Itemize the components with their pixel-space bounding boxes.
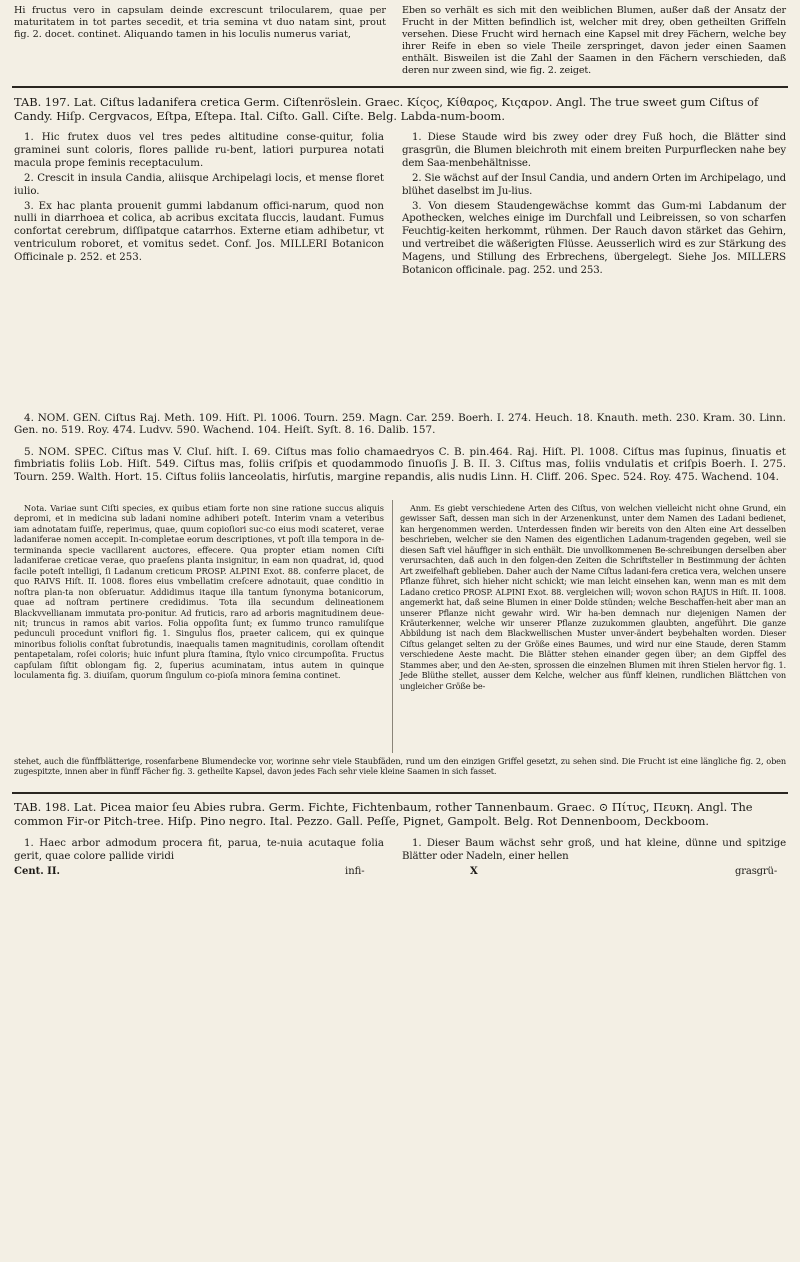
tab197-nomen-genericum: 4. NOM. GEN. Ciſtus Raj. Meth. 109. Hiſt. Pl. 1006. Tourn. 259. Magn. Car. 259. Boerh. I. 274. Heuch. 18. Knauth. meth. 230. Kram. 30. Linn. Gen. no. 519. Roy. 474. Ludvv. 590. Wachend. 104. Heiſt. Syſt. 8. 16. Dalib. 157. [14,412,786,437]
top-german-text: Eben so verhält es sich mit den weiblichen Blumen, außer daß der Ansatz der Frucht in der Mitten befindlich ist, welcher mit drey, oben getheilten Griffeln versehen. Diese Frucht wird hernach eine Kapsel mit drey Fächern, welche bey ihrer Reife in eben so viele Theile zerspringet, davon jeder einen Saamen enthält. Bisweilen ist die Zahl der Saamen in den Fächern verschieden, daß deren nur zween sind, wie fig. 2. zeiget. [402,5,786,77]
tab197-latin-column [14,132,384,267]
footer-century: Cent. II. [14,866,61,877]
tab197-nomen-specificum: 5. NOM. SPEC. Ciſtus mas V. Cluſ. hiſt. I. 69. Ciſtus mas folio chamaedryos C. B. pin.464. Raj. Hiſt. Pl. 1008. Ciſtus mas ſupinus, ſinuatis et fimbriatis foliis Lob. Hiſt. 549. Ciſtus mas, foliis criſpis et quodammodo ſinuoſis J. B. II. 3. Ciſtus mas, foliis vndulatis et criſpis Boerh. I. 275. Tourn. 259. Walth. Hort. 15. Ciſtus foliis lanceolatis, hirſutis, margine repandis, alis nudis Linn. H. Cliff. 206. Spec. 524. Roy. 475. Wachend. 104. [14,446,786,483]
tab198-heading: TAB. 198. Lat. Picea maior ſeu Abies rubra. Germ. Fichte, Fichtenbaum, rother Tannenbaum. Graec. ⊙ Πίτυς, Πευκη. Angl. The common Fir-or Pitch-tree. Hiſp. Pino negro. Ital. Pezzo. Gall. Peſſe, Pignet, Gampolt. Belg. Rot Dennenboom, Deckboom. [14,800,753,828]
section-divider-1 [12,86,788,88]
tab197-nota-german-continued: stehet, auch die fünffblätterige, rosenfarbene Blumendecke vor, worinne sehr viele Staubfäden, rund um den einzigen Griffel gesetzt, zu sehen sind. Die Frucht ist eine längliche fig. 2, oben zugespitzte, innen aber in fünff Fächer fig. 3. getheilte Kapsel, davon jedes Fach sehr viele kleine Saamen in sich fasset. [14,756,786,777]
column-divider [392,500,393,753]
tab197-latin-p2: 2. Crescit in insula Candia, aliisque Archipelagi locis, et mense floret iulio. [14,172,384,197]
tab197-latin-p3: 3. Ex hac planta prouenit gummi labdanum offici-narum, quod non nulli in diarrhoea et colica, ab acribus excitata fluccis, laudant. Fumus confortat cerebrum, diſſipatque catarrhos. Externe etiam adhibetur, vt ventriculum roboret, et vomitus sedet. Conf. Jos. MILLERI Botanicon Officinale p. 252. et 253. [14,200,384,264]
footer-catchword-german: grasgrü- [735,866,778,877]
top-latin-text: Hi fructus vero in capsulam deinde excrescunt trilocularem, quae per maturitatem in tot partes secedit, et tria semina vt duo natam sint, prout fig. 2. docet. continet. Aliquando tamen in his loculis numerus variat, [14,5,386,41]
footer-signature-mark: X [470,866,478,877]
tab197-nota-latin: Nota. Variae sunt Ciſti species, ex quibus etiam forte non sine ratione succus aliquis depromi, et in medicina sub ladani nomine adhiberi poteſt. Interim vnam a veteribus iam adnotatam fuiſſe, reperimus, quae, quum copioſiori suc-co eius modi scateret, verae ladaniferae nomen accepit. In-completae eorum descriptiones, vt poſt illa tempora in de-terminanda specie vacillarent auctores, effecere. Qua propter etiam nomen Ciſti ladaniferae creticae verae, quo praeſens planta insignitur, in eam non quadrat, id, quod facile poteſt intelligi, ſi Ladanum creticum PROSP. ALPINI Exot. 88. conferre placet, de quo RAIVS Hiſt. II. 1008. flores eius vmbellatim creſcere adnotauit, quae conditio in noſtra plan-ta non obſeruatur. Addidimus itaque illa tantum ſynonyma botanicorum, quae ad noſtram pertinere credidimus. Tota illa secundum delineationem Blackvvellianam immutata pro-ponitur. Ad fruticis, raro ad arboris magnitudinem deue-nit; truncus in ramos abit varios. Folia oppoſita ſunt; ex ſummo trunco ramuliſque pedunculi procedunt vniflori fig. 1. Singulus flos, praeter calicem, qui ex quinque minoribus foliolis conſtat ſubrotundis, inaequalis tamen magnitudinis, corollam oſtendit pentapetalam, roſei coloris; huic infunt plura ſtamina, ſtylo vnico circumpoſita. Fructus capſulam ſiſtit oblongam fig. 2, ſuperius acuminatam, intus autem in quinque loculamenta fig. 3. diuiſam, quorum ſingulum co-pioſa minora ſemina continet. [14,503,384,681]
footer-catchword-latin: infi- [345,866,365,877]
tab197-german-p2: 2. Sie wächst auf der Insul Candia, und andern Orten im Archipelago, und blühet daselbst im Ju-lius. [402,172,786,197]
tab198-german-p1: 1. Dieser Baum wächst sehr groß, und hat kleine, dünne und spitzige Blätter oder Nadeln, einer hellen [402,838,786,862]
tab197-german-p3: 3. Von diesem Staudengewächse kommt das Gum-mi Labdanum der Apothecken, welches einige im Durchfall und Leibreissen, so von scharfen Feuchtig-keiten herkommt, rühmen. Der Rauch davon stärket das Gehirn, und vertreibet die wäßerigten Flüsse. Aeusserlich wird es zur Stärkung des Magens, und Stillung des Erbrechens, übergelegt. Siehe Jos. MILLERS Botanicon officinale. pag. 252. und 253. [402,200,786,277]
tab197-nota-german: Anm. Es giebt verschiedene Arten des Ciſtus, von welchen vielleicht nicht ohne Grund, ein gewisser Saft, dessen man sich in der Arzenenkunst, unter dem Namen des Ladani bedienet, kan hergenommen werden. Unterdessen finden wir bereits von den Alten eine Art desselben beschrieben, welcher sie den Namen des eigentlichen Ladanum-tragenden gegeben, weil sie diesen Saft viel häuffiger in sich enthält. Die unvollkommenen Be-schreibungen derselben aber verursachten, daß auch in den folgen-den Zeiten die Schriftsteller in Bestimmung der ächten Art zweifelhaft geblieben. Daher auch der Name Ciſtus ladani-fera cretica vera, welchen unsere Pflanze führet, sich hieher nicht schickt; wie man leicht einsehen kan, wenn man es mit dem Ladano cretico PROSP. ALPINI Exot. 88. vergleichen will; wovon schon RAJUS in Hiſt. II. 1008. angemerkt hat, daß seine Blumen in einer Dolde stünden; welche Beschaffen-heit aber man an unserer Pflanze nicht gewahr wird. Wir ha-ben demnach nur diejenigen Namen der Kräuterkenner, welche wir unserer Pflanze zuzukommen glaubten, angeführt. Die ganze Abbildung ist nach dem Blackwellischen Muster unver-ändert beybehalten worden. Dieser Ciſtus gelanget selten zu der Größe eines Baumes, und wird nur eine Staude, deren Stamm verschiedene Aeste macht. Die Blätter stehen einander gegen über; an dem Gipffel des Stammes aber, und den Ae-sten, sprossen die einzelnen Blumen mit ihren Stielen hervor fig. 1. Jede Blüthe stellet, ausser dem Kelche, welcher aus fünff kleinen, rundlichen Blättchen von ungleicher Größe be- [400,503,786,691]
tab197-german-p1: 1. Diese Staude wird bis zwey oder drey Fuß hoch, die Blätter sind grasgrün, die Blumen bleichroth mit einem breiten Purpurflecken nahe bey dem Saa-menbehältnisse. [402,132,786,169]
tab197-german-column [402,132,786,280]
tab197-heading: TAB. 197. Lat. Ciſtus ladanifera cretica Germ. Ciſtenröslein. Graec. Κίςος, Κίθαρος, Κιςαρον. Angl. The true sweet gum Ciſtus of Candy. Hiſp. Cergvacos, Eſtpa, Eſtepa. Ital. Ciſto. Gall. Ciſte. Belg. Labda-num-boom. [14,95,759,123]
tab198-latin-p1: 1. Haec arbor admodum procera fit, parua, te-nuia acutaque folia gerit, quae colore pallide viridi [14,838,384,862]
section-divider-2 [12,792,788,794]
tab197-latin-p1: 1. Hic frutex duos vel tres pedes altitudine conse-quitur, folia graminei sunt coloris, flores pallide ru-bent, latiori purpurea notati macula prope feminis receptaculum. [14,132,384,169]
